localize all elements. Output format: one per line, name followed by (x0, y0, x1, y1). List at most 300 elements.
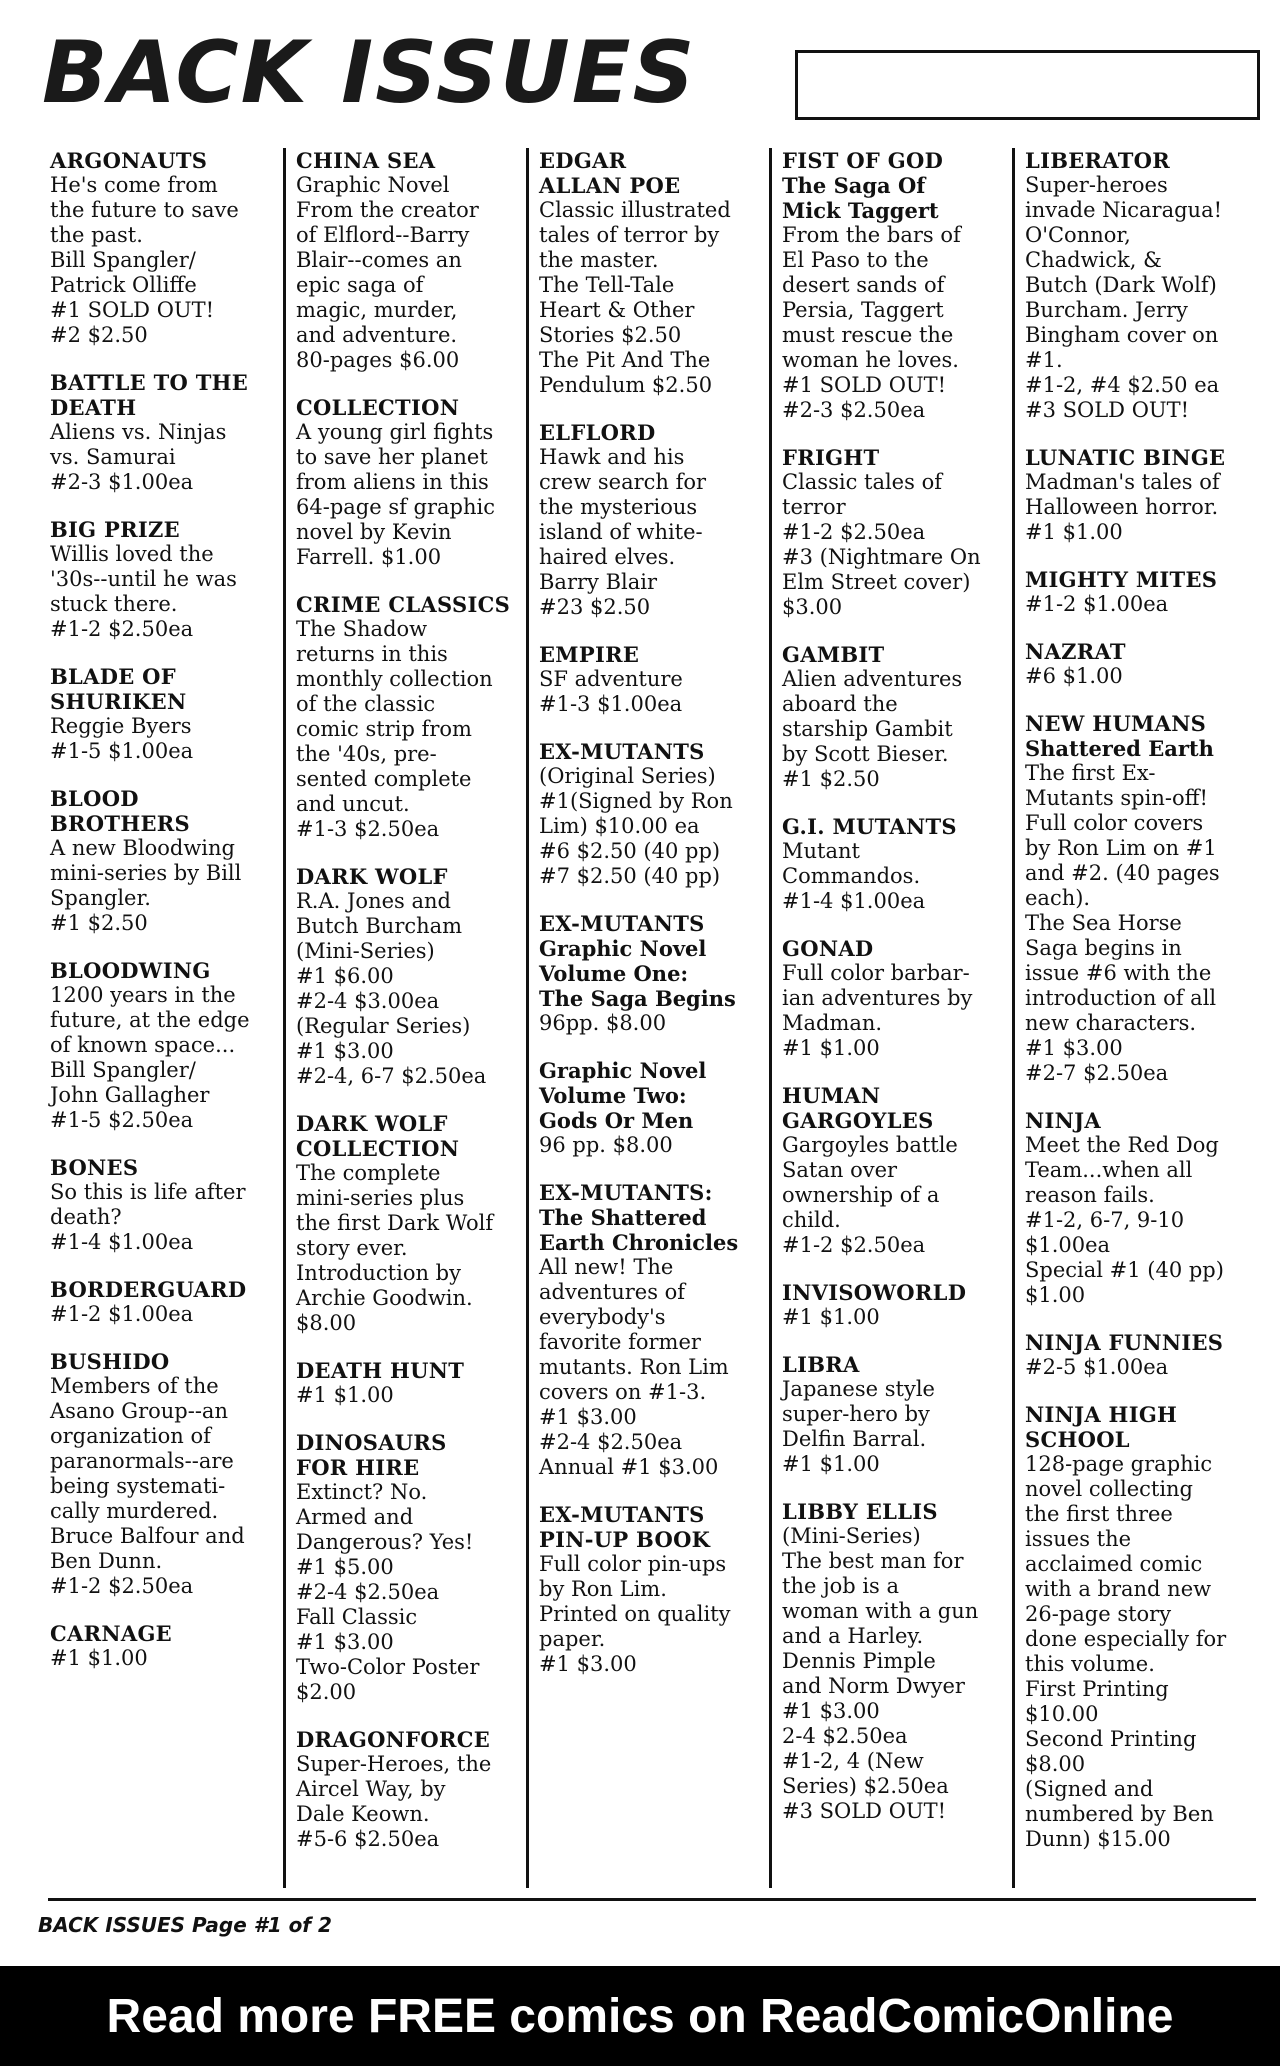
issue-line: sented complete (296, 767, 472, 791)
issue-line: comic strip from (296, 717, 472, 741)
issue-line: to save her planet (296, 445, 488, 469)
issue-line: #1-2 $2.50ea (50, 1574, 194, 1598)
issue-line: of Elflord--Barry (296, 223, 470, 247)
issue-entry (539, 642, 763, 717)
issue-line: #7 $2.50 (40 pp) (539, 864, 721, 888)
issue-line: haired elves. (539, 545, 676, 569)
issue-subtitle: The Saga Of (782, 173, 926, 198)
issue-entry (296, 1430, 520, 1705)
issue-entry (296, 864, 520, 1089)
issue-line: and adventure. (296, 323, 458, 347)
issue-subtitle: The Saga Begins (539, 986, 736, 1011)
issue-line: Halloween horror. (1025, 495, 1219, 519)
issue-entry (1025, 148, 1249, 423)
issue-line: $8.00 (296, 1311, 357, 1335)
issue-title: NINJA HIGH (1025, 1402, 1178, 1427)
issue-line: The Shadow (296, 617, 428, 641)
issue-line: Full color barbar- (782, 961, 970, 985)
issue-line: #6 $2.50 (40 pp) (539, 839, 721, 863)
issue-title: COLLECTION (296, 1136, 460, 1161)
issue-line: the first three (1025, 1502, 1173, 1526)
issue-entry (296, 1111, 520, 1336)
issue-entry (1025, 1402, 1249, 1852)
issue-title: ALLAN POE (539, 173, 681, 198)
issue-line: #3 (Nightmare On (782, 545, 981, 569)
issue-line: #1-2 $1.00ea (50, 1302, 194, 1326)
issue-line: The first Ex- (1025, 761, 1156, 785)
issue-line: and Norm Dwyer (782, 1674, 965, 1698)
issue-line: 64-page sf graphic (296, 495, 495, 519)
issue-line: of known space... (50, 1033, 236, 1057)
issue-line: Classic tales of (782, 470, 942, 494)
column-1 (40, 148, 283, 1888)
issue-line: mini-series by Bill (50, 861, 242, 885)
issue-title: BUSHIDO (50, 1349, 170, 1374)
issue-title: COLLECTION (296, 395, 460, 420)
issue-line: paranormals--are (50, 1449, 234, 1473)
issue-title: ARGONAUTS (50, 148, 208, 173)
issue-line: Members of the (50, 1374, 219, 1398)
issue-line: Classic illustrated (539, 198, 731, 222)
issue-line: #3 SOLD OUT! (1025, 398, 1190, 422)
issue-line: the future to save (50, 198, 239, 222)
issue-subtitle: Gods Or Men (539, 1108, 694, 1133)
issue-line: $3.00 (782, 595, 843, 619)
issue-line: #1-2, 4 (New (782, 1749, 924, 1773)
issue-entry (782, 148, 1006, 423)
issue-entry (539, 1502, 763, 1677)
issue-line: 96pp. $8.00 (539, 1011, 667, 1035)
issue-line: R.A. Jones and (296, 889, 451, 913)
issue-line: the mysterious (539, 495, 698, 519)
issue-line: #2-7 $2.50ea (1025, 1061, 1169, 1085)
issue-line: John Gallagher (50, 1083, 210, 1107)
header-empty-box (795, 50, 1260, 120)
issue-line: #1 $1.00 (50, 1646, 148, 1670)
issue-title: DARK WOLF (296, 864, 448, 889)
issue-line: Bingham cover on (1025, 323, 1219, 347)
issue-title: EX-MUTANTS (539, 1502, 705, 1527)
issue-line: #2-4 $2.50ea (296, 1580, 440, 1604)
issue-line: #1 SOLD OUT! (50, 298, 215, 322)
issue-entry (296, 148, 520, 373)
issue-line: #1 SOLD OUT! (782, 373, 947, 397)
issue-line: Armed and (296, 1505, 414, 1529)
issue-line: Dunn) $15.00 (1025, 1827, 1171, 1851)
issue-line: Series) $2.50ea (782, 1774, 949, 1798)
footer-divider (48, 1898, 1256, 1901)
issue-line: new characters. (1025, 1011, 1197, 1035)
issue-line: $10.00 (1025, 1702, 1099, 1726)
issue-entry (782, 1352, 1006, 1477)
issue-title: NINJA FUNNIES (1025, 1330, 1224, 1355)
issue-line: Spangler. (50, 886, 151, 910)
issue-line: monthly collection (296, 667, 493, 691)
issue-line: #1 $1.00 (782, 1452, 880, 1476)
issue-subtitle: Earth Chronicles (539, 1230, 739, 1255)
issue-line: (Mini-Series) (296, 939, 435, 963)
issue-entry (296, 1727, 520, 1852)
issue-line: vs. Samurai (50, 445, 176, 469)
back-issues-columns (40, 148, 1255, 1888)
issue-line: by Scott Bieser. (782, 742, 949, 766)
issue-line: (Mini-Series) (782, 1524, 921, 1548)
issue-entry (782, 936, 1006, 1061)
issue-line: #1-2 $2.50ea (782, 1233, 926, 1257)
issue-line: Barry Blair (539, 570, 657, 594)
issue-line: #2-4 $2.50ea (539, 1430, 683, 1454)
issue-entry (782, 1280, 1006, 1330)
issue-line: Dale Keown. (296, 1802, 430, 1826)
issue-line: epic saga of (296, 273, 424, 297)
issue-line: must rescue the (782, 323, 954, 347)
issue-line: #1 $3.00 (539, 1652, 637, 1676)
issue-subtitle: Volume Two: (539, 1083, 687, 1108)
issue-line: 26-page story (1025, 1602, 1172, 1626)
issue-line: Aliens vs. Ninjas (50, 420, 227, 444)
issue-line: #1 $6.00 (296, 964, 394, 988)
issue-line: #1-2 $1.00ea (1025, 592, 1169, 616)
issue-title: LUNATIC BINGE (1025, 445, 1226, 470)
issue-line: #2-5 $1.00ea (1025, 1355, 1169, 1379)
issue-entry (782, 445, 1006, 620)
issue-subtitle: Mick Taggert (782, 198, 939, 223)
issue-title: HUMAN (782, 1083, 881, 1108)
issue-line: He's come from (50, 173, 218, 197)
issue-line: #1-5 $1.00ea (50, 739, 194, 763)
issue-line: Super-Heroes, the (296, 1752, 492, 1776)
issue-line: #1 $1.00 (782, 1305, 880, 1329)
issue-title: SCHOOL (1025, 1427, 1130, 1452)
issue-line: The best man for (782, 1549, 964, 1573)
issue-line: novel by Kevin (296, 520, 452, 544)
issue-line: Mutants spin-off! (1025, 786, 1208, 810)
issue-subtitle: Graphic Novel (539, 1058, 707, 1083)
issue-title: G.I. MUTANTS (782, 814, 957, 839)
issue-line: each). (1025, 886, 1091, 910)
column-5 (1012, 148, 1255, 1888)
issue-line: Elm Street cover) (782, 570, 971, 594)
issue-line: #1 $5.00 (296, 1555, 394, 1579)
issue-line: with a brand new (1025, 1577, 1212, 1601)
issue-line: paper. (539, 1627, 606, 1651)
issue-line: Gargoyles battle (782, 1133, 958, 1157)
issue-title: EDGAR (539, 148, 627, 173)
issue-line: #1 $2.50 (50, 911, 148, 935)
issue-line: Fall Classic (296, 1605, 418, 1629)
issue-entry (782, 1499, 1006, 1824)
issue-title: BLOOD (50, 786, 139, 811)
issue-line: Second Printing (1025, 1727, 1197, 1751)
issue-line: Graphic Novel (296, 173, 450, 197)
issue-line: the master. (539, 248, 659, 272)
issue-title: FOR HIRE (296, 1455, 420, 1480)
issue-line: woman with a gun (782, 1599, 979, 1623)
issue-entry (50, 664, 277, 764)
issue-title: NEW HUMANS (1025, 711, 1207, 736)
issue-line: (Signed and (1025, 1777, 1154, 1801)
issue-entry (782, 814, 1006, 914)
issue-title: BROTHERS (50, 811, 190, 836)
issue-line: introduction of all (1025, 986, 1217, 1010)
issue-line: (Original Series) (539, 764, 716, 788)
issue-line: invade Nicaragua! (1025, 198, 1223, 222)
issue-subtitle: The Shattered (539, 1205, 707, 1230)
issue-line: #2-3 $2.50ea (782, 398, 926, 422)
issue-title: DEATH HUNT (296, 1358, 465, 1383)
issue-title: FRIGHT (782, 445, 880, 470)
issue-subtitle: Graphic Novel (539, 936, 707, 961)
issue-line: Special #1 (40 pp) (1025, 1258, 1224, 1282)
page-number-label: BACK ISSUES Page #1 of 2 (38, 1913, 332, 1937)
issue-line: Aircel Way, by (296, 1777, 446, 1801)
issue-line: returns in this (296, 642, 448, 666)
issue-entry (50, 1349, 277, 1599)
issue-line: First Printing (1025, 1677, 1169, 1701)
issue-entry (1025, 567, 1249, 617)
issue-line: #1 $3.00 (539, 1405, 637, 1429)
issue-line: story ever. (296, 1236, 408, 1260)
issue-title: BLOODWING (50, 958, 211, 983)
issue-line: #1 $1.00 (1025, 520, 1123, 544)
issue-title: DEATH (50, 395, 137, 420)
issue-entry (1025, 711, 1249, 1086)
issue-entry (296, 592, 520, 842)
issue-line: Blair--comes an (296, 248, 462, 272)
issue-line: 2-4 $2.50ea (782, 1724, 908, 1748)
issue-line: Two-Color Poster (296, 1655, 480, 1679)
issue-line: Extinct? No. (296, 1480, 428, 1504)
issue-title: EX-MUTANTS (539, 911, 705, 936)
issue-entry (50, 1277, 277, 1327)
issue-line: So this is life after (50, 1180, 246, 1204)
issue-line: #1-4 $1.00ea (50, 1230, 194, 1254)
issue-entry (1025, 445, 1249, 545)
issue-entry (296, 395, 520, 570)
issue-line: #6 $1.00 (1025, 664, 1123, 688)
issue-line: Farrell. $1.00 (296, 545, 442, 569)
issue-line: Asano Group--an (50, 1399, 228, 1423)
issue-line: cally murdered. (50, 1499, 219, 1523)
issue-line: Japanese style (782, 1377, 935, 1401)
issue-line: the past. (50, 223, 143, 247)
issue-line: Butch (Dark Wolf) (1025, 273, 1217, 297)
issue-line: ian adventures by (782, 986, 973, 1010)
issue-title: NINJA (1025, 1108, 1101, 1133)
issue-line: issues the (1025, 1527, 1132, 1551)
issue-line: island of white- (539, 520, 703, 544)
issue-line: Full color pin-ups (539, 1552, 727, 1576)
issue-line: From the creator (296, 198, 479, 222)
issue-line: and a Harley. (782, 1624, 924, 1648)
issue-title: FIST OF GOD (782, 148, 944, 173)
issue-line: Team...when all (1025, 1158, 1193, 1182)
issue-title: BONES (50, 1155, 139, 1180)
issue-line: done especially for (1025, 1627, 1227, 1651)
issue-line: crew search for (539, 470, 707, 494)
issue-line: #5-6 $2.50ea (296, 1827, 440, 1851)
issue-line: Delfin Barral. (782, 1427, 927, 1451)
promo-banner-text: Read more FREE comics on ReadComicOnline (106, 1989, 1174, 2043)
issue-line: Meet the Red Dog (1025, 1133, 1219, 1157)
issue-line: #3 SOLD OUT! (782, 1799, 947, 1823)
issue-line: mini-series plus (296, 1186, 465, 1210)
issue-line: O'Connor, (1025, 223, 1131, 247)
issue-title: BORDERGUARD (50, 1277, 247, 1302)
issue-line: #2-3 $1.00ea (50, 470, 194, 494)
column-2 (283, 148, 526, 1888)
issue-line: The complete (296, 1161, 441, 1185)
issue-line: #1-3 $1.00ea (539, 692, 683, 716)
issue-line: Saga begins in (1025, 936, 1182, 960)
issue-line: Satan over (782, 1158, 898, 1182)
issue-subtitle: Volume One: (539, 961, 689, 986)
issue-title: LIBERATOR (1025, 148, 1171, 173)
issue-line: favorite former (539, 1330, 701, 1354)
issue-line: #1 $1.00 (296, 1383, 394, 1407)
issue-line: Willis loved the (50, 542, 214, 566)
issue-line: #23 $2.50 (539, 595, 651, 619)
issue-line: Bill Spangler/ (50, 248, 196, 272)
issue-line: tales of terror by (539, 223, 720, 247)
issue-line: Chadwick, & (1025, 248, 1162, 272)
issue-line: #1-2 $2.50ea (782, 520, 926, 544)
issue-line: Persia, Taggert (782, 298, 944, 322)
issue-line: Dangerous? Yes! (296, 1530, 474, 1554)
issue-entry (50, 148, 277, 348)
issue-line: child. (782, 1208, 841, 1232)
issue-line: mutants. Ron Lim (539, 1355, 729, 1379)
issue-line: From the bars of (782, 223, 961, 247)
issue-line: #1 $3.00 (296, 1630, 394, 1654)
issue-line: issue #6 with the (1025, 961, 1212, 985)
issue-line: from aliens in this (296, 470, 489, 494)
issue-entry (50, 517, 277, 642)
issue-line: Archie Goodwin. (296, 1286, 473, 1310)
issue-line: #1-3 $2.50ea (296, 817, 440, 841)
issue-line: Ben Dunn. (50, 1549, 163, 1573)
issue-line: aboard the (782, 692, 898, 716)
issue-title: DINOSAURS (296, 1430, 447, 1455)
promo-banner[interactable] (0, 1966, 1280, 2066)
issue-entry (539, 148, 763, 398)
issue-line: #2-4 $3.00ea (296, 989, 440, 1013)
issue-entry (50, 1621, 277, 1671)
issue-title: GAMBIT (782, 642, 885, 667)
issue-title: DARK WOLF (296, 1111, 448, 1136)
issue-entry (1025, 639, 1249, 689)
issue-entry (539, 1180, 763, 1480)
issue-line: Madman. (782, 1011, 883, 1035)
issue-line: future, at the edge (50, 1008, 250, 1032)
issue-line: #1(Signed by Ron (539, 789, 733, 813)
issue-title: BATTLE TO THE (50, 370, 249, 395)
issue-title: GONAD (782, 936, 874, 961)
issue-line: #2 $2.50 (50, 323, 148, 347)
issue-line: Annual #1 $3.00 (539, 1455, 719, 1479)
issue-entry (539, 911, 763, 1036)
issue-title: GARGOYLES (782, 1108, 934, 1133)
issue-line: $1.00 (1025, 1283, 1086, 1307)
issue-line: Super-heroes (1025, 173, 1168, 197)
issue-title: PIN-UP BOOK (539, 1527, 711, 1552)
issue-line: #1. (1025, 348, 1063, 372)
issue-line: #1 $1.00 (782, 1036, 880, 1060)
issue-entry (1025, 1330, 1249, 1380)
issue-line: Butch Burcham (296, 914, 463, 938)
issue-line: A young girl fights (296, 420, 494, 444)
issue-line: 96 pp. $8.00 (539, 1133, 673, 1157)
issue-line: ownership of a (782, 1183, 940, 1207)
issue-line: Printed on quality (539, 1602, 731, 1626)
issue-line: Dennis Pimple (782, 1649, 936, 1673)
issue-title: EX-MUTANTS (539, 739, 705, 764)
issue-line: terror (782, 495, 846, 519)
issue-line: Bruce Balfour and (50, 1524, 245, 1548)
issue-title: EMPIRE (539, 642, 640, 667)
issue-line: #1 $3.00 (782, 1699, 880, 1723)
issue-line: El Paso to the (782, 248, 929, 272)
issue-line: #1 $3.00 (296, 1039, 394, 1063)
issue-line: Madman's tales of (1025, 470, 1220, 494)
issue-line: Commandos. (782, 864, 921, 888)
issue-line: Full color covers (1025, 811, 1204, 835)
column-4 (769, 148, 1012, 1888)
issue-line: covers on #1-3. (539, 1380, 707, 1404)
issue-line: and #2. (40 pages (1025, 861, 1220, 885)
issue-line: numbered by Ben (1025, 1802, 1214, 1826)
issue-entry (50, 958, 277, 1133)
issue-line: #1-4 $1.00ea (782, 889, 926, 913)
issue-title: MIGHTY MITES (1025, 567, 1218, 592)
issue-title: CRIME CLASSICS (296, 592, 511, 617)
issue-title: CHINA SEA (296, 148, 436, 173)
issue-entry (50, 1155, 277, 1255)
issue-line: Burcham. Jerry (1025, 298, 1188, 322)
issue-line: 128-page graphic (1025, 1452, 1213, 1476)
issue-line: super-hero by (782, 1402, 930, 1426)
issue-line: (Regular Series) (296, 1014, 471, 1038)
issue-line: The Sea Horse (1025, 911, 1182, 935)
issue-line: #2-4, 6-7 $2.50ea (296, 1064, 487, 1088)
issue-line: the first Dark Wolf (296, 1211, 494, 1235)
column-3 (526, 148, 769, 1888)
issue-line: 80-pages $6.00 (296, 348, 460, 372)
issue-line: acclaimed comic (1025, 1552, 1203, 1576)
issue-line: Reggie Byers (50, 714, 192, 738)
issue-line: #1-2, 6-7, 9-10 (1025, 1208, 1185, 1232)
issue-line: The Pit And The (539, 348, 711, 372)
issue-line: Mutant (782, 839, 860, 863)
page-title: BACK ISSUES (42, 23, 697, 123)
issue-title: ELFLORD (539, 420, 656, 445)
issue-line: the job is a (782, 1574, 900, 1598)
issue-line: by Ron Lim. (539, 1577, 667, 1601)
issue-title: LIBBY ELLIS (782, 1499, 938, 1524)
issue-line: Heart & Other (539, 298, 695, 322)
issue-line: magic, murder, (296, 298, 458, 322)
issue-line: The Tell-Tale (539, 273, 675, 297)
issue-line: $2.00 (296, 1680, 357, 1704)
issue-entry (1025, 1108, 1249, 1308)
issue-title: INVISOWORLD (782, 1280, 967, 1305)
issue-line: Pendulum $2.50 (539, 373, 713, 397)
issue-line: '30s--until he was (50, 567, 237, 591)
issue-title: CARNAGE (50, 1621, 172, 1646)
issue-line: A new Bloodwing (50, 836, 235, 860)
issue-entry (296, 1358, 520, 1408)
issue-line: reason fails. (1025, 1183, 1155, 1207)
